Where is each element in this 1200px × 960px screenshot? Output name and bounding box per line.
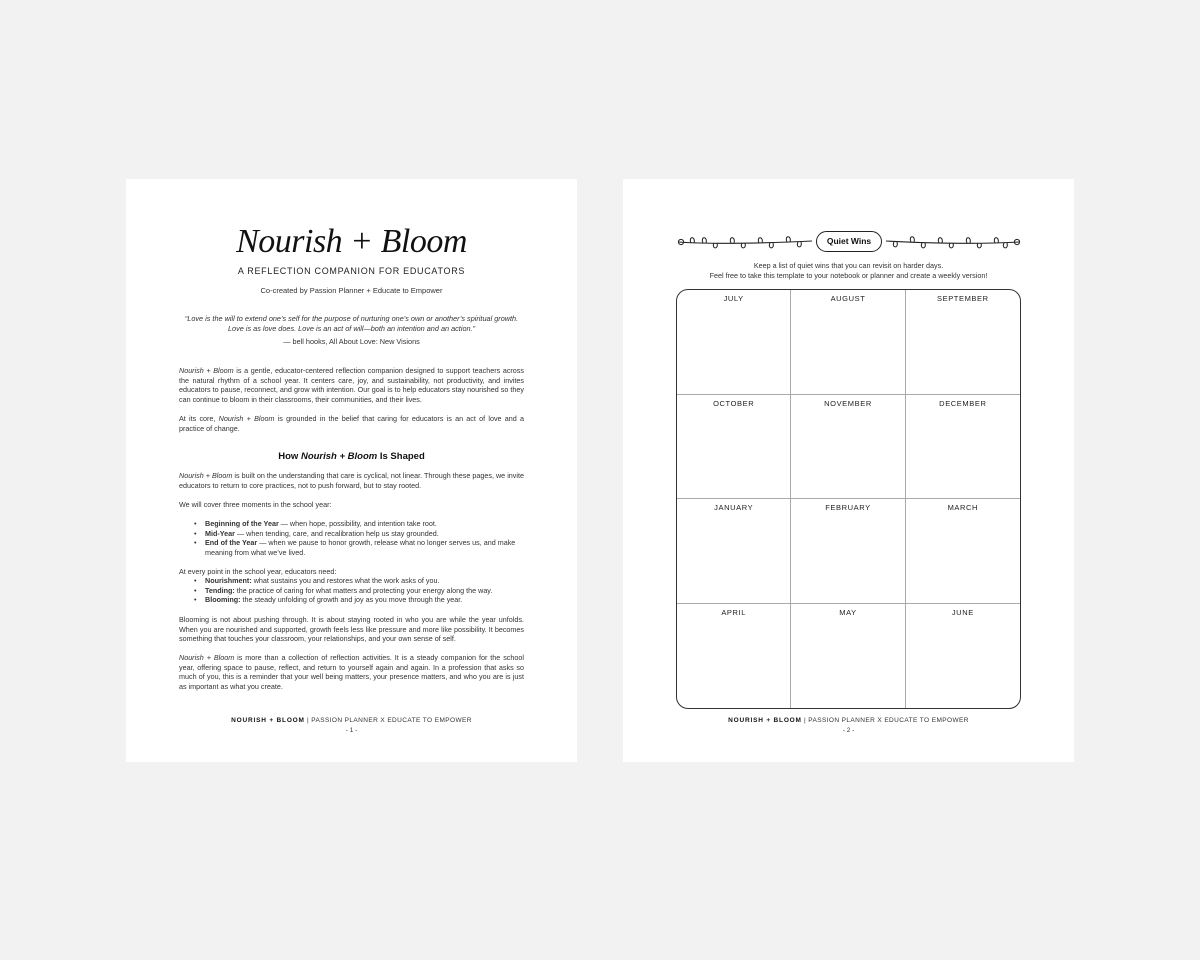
intro-text [623,261,1074,280]
list-item [205,576,525,586]
cyclical-paragraph [179,471,524,490]
page-number: - 1 - [345,727,358,734]
month-label: JANUARY [714,503,754,512]
month-cell [791,499,905,604]
list-term: Beginning of the Year [205,519,279,528]
cocreated-line: Co-created by Passion Planner + Educate to Empower [260,286,443,295]
needs-list [205,576,525,605]
month-label: APRIL [721,607,746,617]
month-label: MARCH [947,503,979,512]
month-label: DECEMBER [939,398,987,408]
month-cell [677,395,791,500]
month-label: MAY [839,607,857,617]
month-label: JUNE [951,607,974,617]
list-term: Tending: [205,585,235,595]
heading-emphasis: Nourish + Bloom [300,451,378,462]
heading-text: How [278,451,301,462]
month-cell [791,395,905,500]
month-grid [676,289,1021,709]
heading-text: Is Shaped [377,451,425,462]
emphasis-text: Nourish + Bloom [179,653,235,662]
paragraph-text: At its core, [179,414,219,423]
list-item [205,595,525,605]
needs-intro: At every point in the school year, educators need: [179,567,337,576]
paragraph-text: is built on the understanding that care is cyclical, not linear. Through these pages, we invite educators to return to core practices, not to push forward, but to stay rooted. [179,471,524,490]
month-label: FEBRUARY [825,503,871,512]
month-cell [906,395,1020,500]
intro-line: Feel free to take this template to your notebook or planner and create a weekly version! [709,270,988,280]
emphasis-text: Nourish + Bloom [179,366,234,375]
month-cell [906,604,1020,709]
paragraph-text: is grounded in the belief that caring for educators is an act of love and a practice of change. [179,414,524,433]
month-cell [677,499,791,604]
moments-intro: We will cover three moments in the school year: [179,500,332,509]
month-label: JULY [723,294,744,303]
month-label: NOVEMBER [824,398,872,408]
month-cell [677,290,791,395]
list-item [205,586,525,596]
quote-text: “Love is the will to extend one’s self for the purpose of nurturing one’s own or another’s spiritual growth. Love is as love does. Love is an act of will—both an intention and an action.” [184,314,519,333]
footer-text: | PASSION PLANNER X EDUCATE TO EMPOWER [304,717,472,724]
page-footer [126,717,577,724]
list-desc: the steady unfolding of growth and joy as you move through the year. [240,595,463,605]
intro-line: Keep a list of quiet wins that you can revisit on harder days. [753,261,944,270]
month-cell [791,604,905,709]
list-term: Blooming: [205,595,241,605]
blooming-paragraph: Blooming is not about pushing through. It is about staying rooted in who you are while the year unfolds. When you are nourished and supported, growth feels less like pressure and more like possibility. It becomes something that touches your classroom, your relationships, and your own sense of self. [179,615,524,644]
emphasis-text: Nourish + Bloom [179,471,233,480]
document-page-2 [623,179,1074,762]
footer-text: | PASSION PLANNER X EDUCATE TO EMPOWER [801,717,969,724]
footer-brand: NOURISH + BLOOM [728,717,802,724]
vine-right-icon [885,233,1021,251]
page-footer [623,717,1074,724]
paragraph-text: is a gentle, educator-centered reflection companion designed to support teachers across the natural rhythm of a school year. It centers care, joy, and sustainability, not productivity, and invites educators to pause, reconnect, and grow with intention. Our goal is to help educators stay nourished so they can continue to bloom in their classrooms, their communities, and their lives. [179,366,524,404]
page-number: - 2 - [842,727,855,734]
month-cell [906,499,1020,604]
page-subtitle: A REFLECTION COMPANION FOR EDUCATORS [237,266,466,276]
footer-brand: NOURISH + BLOOM [231,717,305,724]
document-page-1 [126,179,577,762]
paragraph-text: is more than a collection of reflection activities. It is a steady companion for the school year, offering space to pause, reflect, and return to yourself again and again. In a profession that asks so much of you, this is a reminder that your well being matters, your presence matters, and who you are is just as important as what you create. [179,653,524,691]
month-label: OCTOBER [713,398,755,408]
page-title: Nourish + Bloom [236,223,467,260]
quiet-wins-badge: Quiet Wins [816,231,882,252]
list-term: Nourishment: [205,576,252,585]
month-cell [906,290,1020,395]
list-desc: what sustains you and restores what the work asks of you. [251,576,440,585]
moments-list [205,519,525,557]
list-desc: the practice of caring for what matters and protecting your energy along the way. [234,585,493,595]
list-term: Mid-Year [205,528,235,538]
closing-paragraph [179,653,524,691]
intro-paragraph [179,366,524,404]
core-paragraph [179,414,524,433]
month-label: AUGUST [830,294,866,303]
emphasis-text: Nourish + Bloom [218,414,275,423]
list-desc: — when tending, care, and recalibration help us stay grounded. [234,528,439,538]
list-item [205,519,525,529]
month-cell [677,604,791,709]
vine-left-icon [677,233,813,251]
list-term: End of the Year [205,538,258,548]
section-heading [126,451,577,462]
list-desc: — when hope, possibility, and intention take root. [278,519,437,528]
month-label: SEPTEMBER [936,294,989,303]
month-cell [791,290,905,395]
list-desc: — when we pause to honor growth, release what no longer serves us, and make meaning from what we’ve lived. [205,538,516,557]
list-item [205,538,525,557]
quote-attribution: — bell hooks, All About Love: New Visions [283,337,420,346]
list-item [205,529,525,539]
